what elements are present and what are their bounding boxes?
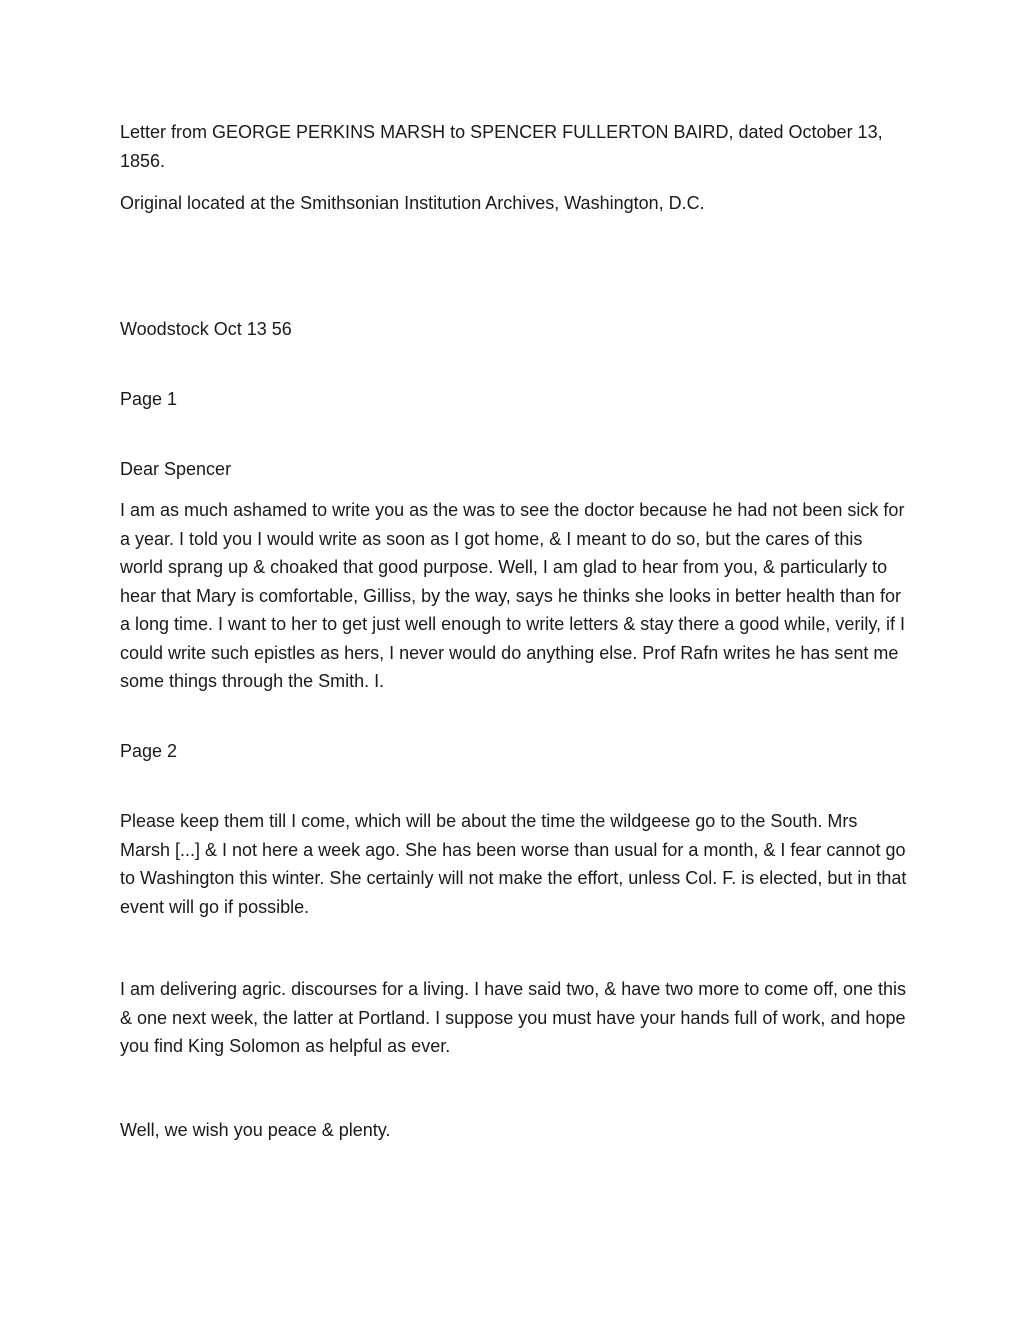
letter-dateline: Woodstock Oct 13 56 xyxy=(120,319,292,339)
page-2-label: Page 2 xyxy=(120,741,178,761)
page-1-label: Page 1 xyxy=(120,389,178,409)
document-title: Letter from GEORGE PERKINS MARSH to SPENCER FULLERTON BAIRD, dated October 13, 1856. xyxy=(120,122,883,171)
letter-paragraph-1: I am as much ashamed to write you as the was to see the doctor because he had not been sick for a year. I told you I would write as soon as I got home, & I meant to do so, but the cares of this world sprang up & choaked that good purpose. Well, I am glad to hear from you, & particularly to hear that Mary is comfortable, Gilliss, by the way, says he thinks she looks in better health than for a long time. I want to her to get just well enough to write letters & stay there a good while, verily, if I could write such epistles as hers, I never would do anything else. Prof Rafn writes he has sent me some things through the Smith. I. xyxy=(120,500,906,691)
letter-paragraph-2: Please keep them till I come, which will be about the time the wildgeese go to the South. Mrs Marsh [...] & I not here a week ago. She has been worse than usual for a month, & I fear cannot go to Washington this winter. She certainly will not make the effort, unless Col. F. is elected, but in that event will go if possible. xyxy=(120,811,907,917)
archive-source-note: Original located at the Smithsonian Institution Archives, Washington, D.C. xyxy=(120,193,705,213)
letter-salutation: Dear Spencer xyxy=(120,459,232,479)
letter-closing: Well, we wish you peace & plenty. xyxy=(120,1120,391,1140)
letter-paragraph-3: I am delivering agric. discourses for a living. I have said two, & have two more to come off, one this & one next week, the latter at Portland. I suppose you must have your hands full of work, and hope you find King Solomon as helpful as ever. xyxy=(120,979,907,1056)
